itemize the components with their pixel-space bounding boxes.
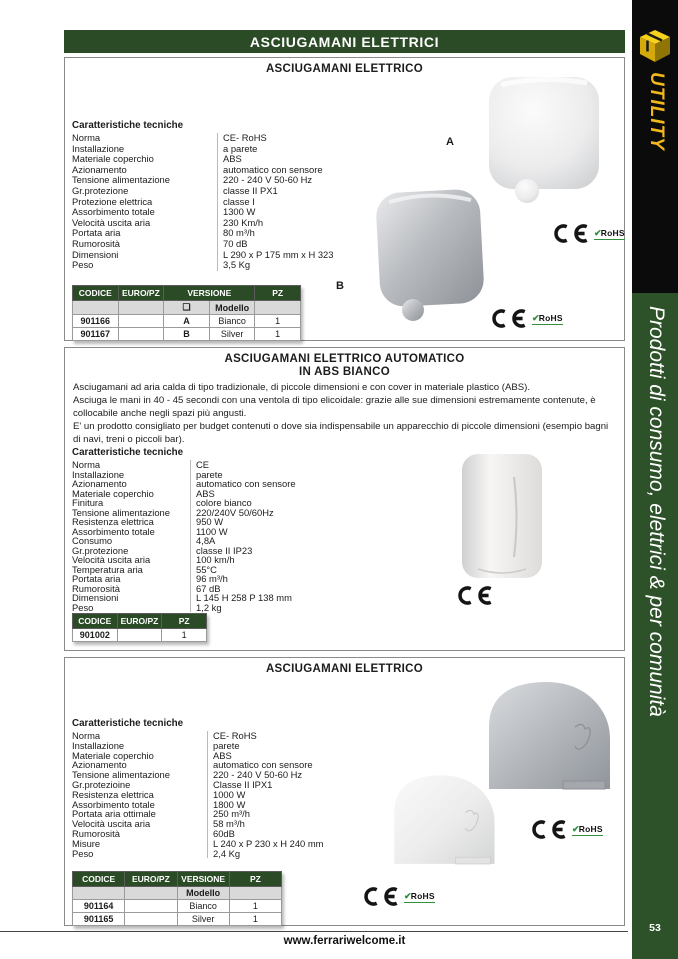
- spec-value: 58 m³/h: [207, 819, 392, 829]
- spec-label: Dimensioni: [72, 248, 119, 260]
- ce-rohs-mark: [361, 887, 435, 906]
- spec-value: ABS: [190, 489, 382, 499]
- spec-value: 96 m³/h: [190, 574, 382, 584]
- table-cell: [125, 900, 177, 913]
- specs-heading: Caratteristiche tecniche: [72, 120, 184, 131]
- spec-label: Gr.protezioine: [72, 778, 131, 790]
- codes-table: [72, 285, 301, 341]
- spec-value: L 145 H 258 P 138 mm: [190, 593, 382, 603]
- column-header: PZ: [162, 614, 207, 629]
- specs-list: [72, 133, 402, 271]
- spec-label: Portata aria: [72, 227, 121, 239]
- spec-value: 100 km/h: [190, 555, 382, 565]
- product-photo-dryer-white-a: [481, 71, 608, 211]
- ce-rohs-mark: [529, 820, 603, 839]
- spec-label: Tensione alimentazione: [72, 769, 170, 781]
- product-photo-dryer-white: [386, 757, 502, 883]
- spec-value: automatico con sensore: [207, 760, 392, 770]
- spec-row: [72, 593, 382, 603]
- spec-label: Misure: [72, 837, 101, 849]
- table-row: [73, 328, 301, 341]
- rohs-mark: ✔RoHS: [572, 823, 603, 834]
- product-section-2: [64, 347, 625, 651]
- sidebar-utility-label: UTILITY: [646, 72, 667, 151]
- rohs-mark: ✔RoHS: [594, 227, 625, 238]
- codes-table: [72, 613, 207, 642]
- spec-value: colore bianco: [190, 498, 382, 508]
- rohs-check-icon: ✔: [532, 312, 540, 323]
- description-paragraph: E' un prodotto consigliato per budget contenuti o dove sia indispensabile un apparecchio di piccole dimensioni (esempio bagni di navi, treni o piccoli bar).: [73, 421, 609, 445]
- spec-value: 60dB: [207, 829, 392, 839]
- table-cell: Bianco: [209, 315, 255, 328]
- spec-value: parete: [190, 470, 382, 480]
- spec-value: Classe II IPX1: [207, 780, 392, 790]
- spec-label: Installazione: [72, 142, 125, 154]
- spec-value: L 290 x P 175 mm x H 323: [217, 250, 402, 261]
- spec-value: 2,4 Kg: [207, 849, 392, 859]
- table-cell: [73, 887, 125, 900]
- spec-label: Rumorosità: [72, 827, 120, 839]
- ce-mark: [455, 586, 495, 605]
- spec-value: automatico con sensore: [217, 165, 402, 176]
- spec-label: Rumorosità: [72, 237, 120, 249]
- spec-row: [72, 239, 402, 250]
- column-header: PZ: [229, 872, 281, 887]
- rohs-mark: ✔RoHS: [532, 312, 563, 323]
- section-title: ASCIUGAMANI ELETTRICO: [265, 663, 424, 675]
- spec-label: Tensione alimentazione: [72, 174, 170, 186]
- product-section-1: [64, 57, 625, 341]
- column-header: EURO/PZ: [118, 286, 164, 301]
- spec-value: 1100 W: [190, 527, 382, 537]
- spec-value: CE: [190, 460, 382, 470]
- spec-label: Resistenza elettrica: [72, 516, 154, 527]
- ce-mark-icon: [529, 820, 569, 839]
- table-header-row: [73, 872, 282, 887]
- table-header-row: [73, 614, 207, 629]
- product-section-3: [64, 657, 625, 926]
- table-cell: Silver: [177, 913, 229, 926]
- table-cell: [125, 887, 177, 900]
- table-cell: A: [164, 315, 210, 328]
- spec-label: Azionamento: [72, 478, 127, 489]
- spec-value: 1,2 kg: [190, 603, 382, 613]
- spec-label: Assorbimento totale: [72, 525, 155, 537]
- spec-value: ABS: [207, 751, 392, 761]
- spec-label: Peso: [72, 259, 94, 271]
- spec-value: 3,5 Kg: [217, 260, 402, 271]
- table-cell: B: [164, 328, 210, 341]
- table-row: [73, 629, 207, 642]
- spec-value: automatico con sensore: [190, 479, 382, 489]
- spec-label: Assorbimento totale: [72, 206, 155, 218]
- spec-value: 220 - 240 V 50-60 Hz: [217, 175, 402, 186]
- spec-label: Azionamento: [72, 163, 127, 175]
- table-cell: 901165: [73, 913, 125, 926]
- table-cell: [255, 301, 301, 315]
- spec-label: Velocità uscita aria: [72, 554, 151, 565]
- page-number: 53: [649, 922, 661, 934]
- spec-label: Portata aria: [72, 573, 121, 584]
- table-cell: 1: [229, 900, 281, 913]
- spec-value: 1000 W: [207, 790, 392, 800]
- product-photo-dryer-abs-white: [458, 451, 546, 583]
- spec-value: ABS: [217, 154, 402, 165]
- column-header: EURO/PZ: [117, 614, 162, 629]
- table-cell: 1: [255, 328, 301, 341]
- table-cell: [229, 887, 281, 900]
- spec-value: classe I: [217, 197, 402, 208]
- ce-mark-icon: [551, 224, 591, 243]
- spec-value: 80 m³/h: [217, 228, 402, 239]
- spec-label: Peso: [72, 847, 94, 859]
- table-cell: Modello: [177, 887, 229, 900]
- column-header: CODICE: [73, 614, 118, 629]
- spec-label: Velocità uscita aria: [72, 216, 151, 228]
- spec-label: Peso: [72, 601, 94, 613]
- table-cell: [73, 301, 119, 315]
- technical-specs: [72, 120, 402, 271]
- rohs-check-icon: ✔: [594, 227, 602, 238]
- photo-label-b: B: [336, 280, 344, 292]
- description-paragraph: Asciuga le mani in 40 - 45 secondi con una ventola di tipo elicoidale: grazie alle sue dimensioni estremamente contenute, è collocabile anche negli spazi più angusti.: [73, 395, 596, 419]
- table-row: [73, 315, 301, 328]
- spec-value: 4,8A: [190, 536, 382, 546]
- specs-list: [72, 460, 382, 612]
- spec-label: Installazione: [72, 468, 125, 480]
- spec-label: Materiale coperchio: [72, 487, 154, 499]
- spec-value: 950 W: [190, 517, 382, 527]
- ce-mark-icon: [361, 887, 401, 906]
- section-title-line2: IN ABS BIANCO: [298, 365, 390, 378]
- column-header: CODICE: [73, 872, 125, 887]
- spec-value: 230 Km/h: [217, 218, 402, 229]
- table-row: [73, 900, 282, 913]
- spec-label: Finitura: [72, 497, 104, 508]
- spec-label: Materiale coperchio: [72, 749, 154, 761]
- spec-row: [72, 527, 382, 537]
- rohs-check-icon: ✔: [404, 890, 412, 901]
- specs-list: [72, 731, 392, 858]
- spec-label: Assorbimento totale: [72, 798, 155, 810]
- spec-value: 220 - 240 V 50-60 Hz: [207, 770, 392, 780]
- spec-label: Consumo: [72, 535, 113, 546]
- spec-value: classe II IP23: [190, 546, 382, 556]
- spec-label: Materiale coperchio: [72, 153, 154, 165]
- page-title: ASCIUGAMANI ELETTRICI: [64, 30, 625, 53]
- codes-table: [72, 871, 282, 926]
- table-cell: [118, 328, 164, 341]
- spec-row: [72, 186, 402, 197]
- table-cell: [125, 913, 177, 926]
- spec-label: Norma: [72, 459, 101, 470]
- table-cell: [117, 629, 162, 642]
- ce-mark-icon: [455, 586, 495, 605]
- spec-label: Tensione alimentazione: [72, 506, 170, 518]
- gift-box-icon: [637, 26, 673, 64]
- spec-label: Azionamento: [72, 759, 127, 771]
- description-paragraph: Asciugamani ad aria calda di tipo tradizionale, di piccole dimensioni e con cover in materiale plastico (ABS).: [73, 382, 531, 393]
- spec-value: 55°C: [190, 565, 382, 575]
- spec-value: 1800 W: [207, 800, 392, 810]
- rohs-mark: ✔RoHS: [404, 890, 435, 901]
- ce-mark-icon: [489, 309, 529, 328]
- spec-label: Installazione: [72, 739, 125, 751]
- spec-label: Norma: [72, 730, 101, 741]
- spec-row: [72, 133, 402, 144]
- spec-label: Resistenza elettrica: [72, 788, 154, 800]
- spec-value: 70 dB: [217, 239, 402, 250]
- footer-website-link[interactable]: www.ferrariwelcome.it: [283, 935, 406, 947]
- spec-value: 1300 W: [217, 207, 402, 218]
- product-description: [65, 378, 624, 446]
- column-header: PZ: [255, 286, 301, 301]
- specs-heading: Caratteristiche tecniche: [72, 718, 184, 729]
- ce-rohs-mark: [489, 309, 563, 328]
- spec-value: a parete: [217, 144, 402, 155]
- spec-label: Portata aria ottimale: [72, 808, 156, 820]
- spec-label: Temperatura aria: [72, 563, 143, 575]
- table-cell: [118, 301, 164, 315]
- table-cell: 901167: [73, 328, 119, 341]
- table-cell: Silver: [209, 328, 255, 341]
- rohs-check-icon: ✔: [572, 823, 580, 834]
- spec-label: Gr.protezione: [72, 184, 129, 196]
- spec-value: parete: [207, 741, 392, 751]
- footer-divider: [0, 931, 628, 932]
- table-cell: ❑: [164, 301, 210, 315]
- spec-value: CE- RoHS: [217, 133, 402, 144]
- table-row: [73, 913, 282, 926]
- sidebar-category-label: Prodotti di consumo, elettrici & per comunità: [645, 306, 668, 717]
- column-header: EURO/PZ: [125, 872, 177, 887]
- table-cell: Bianco: [177, 900, 229, 913]
- spec-value: 220/240V 50/60Hz: [190, 508, 382, 518]
- spec-value: 67 dB: [190, 584, 382, 594]
- table-cell: 901002: [73, 629, 118, 642]
- column-header: CODICE: [73, 286, 119, 301]
- table-cell: 1: [229, 913, 281, 926]
- table-cell: 901166: [73, 315, 119, 328]
- technical-specs: [72, 447, 382, 612]
- column-header: VERSIONE: [164, 286, 255, 301]
- spec-row: [72, 260, 402, 271]
- technical-specs: [72, 718, 392, 858]
- specs-heading: Caratteristiche tecniche: [72, 447, 184, 458]
- spec-value: L 240 x P 230 x H 240 mm: [207, 839, 392, 849]
- table-cell: [118, 315, 164, 328]
- table-cell: 901164: [73, 900, 125, 913]
- product-photo-dryer-silver-b: [371, 184, 489, 326]
- spec-value: classe II PX1: [217, 186, 402, 197]
- spec-label: Protezione elettrica: [72, 195, 153, 207]
- spec-label: Gr.protezione: [72, 544, 129, 556]
- table-cell: 1: [162, 629, 207, 642]
- section-title: ASCIUGAMANI ELETTRICO: [265, 63, 424, 75]
- ce-rohs-mark: [551, 224, 625, 243]
- model-subheader-row: [73, 301, 301, 315]
- section-title-line1: ASCIUGAMANI ELETTRICO AUTOMATICO: [224, 353, 465, 365]
- column-header: VERSIONE: [177, 872, 229, 887]
- model-subheader-row: [73, 887, 282, 900]
- table-cell: Modello: [209, 301, 255, 315]
- spec-label: Dimensioni: [72, 592, 119, 603]
- spec-row: [72, 849, 392, 859]
- spec-label: Velocità uscita aria: [72, 818, 151, 830]
- spec-value: CE- RoHS: [207, 731, 392, 741]
- spec-value: 250 m³/h: [207, 809, 392, 819]
- table-cell: 1: [255, 315, 301, 328]
- spec-label: Norma: [72, 132, 101, 143]
- spec-label: Rumorosità: [72, 582, 120, 594]
- table-header-row: [73, 286, 301, 301]
- spec-row: [72, 603, 382, 613]
- photo-label-a: A: [446, 136, 454, 148]
